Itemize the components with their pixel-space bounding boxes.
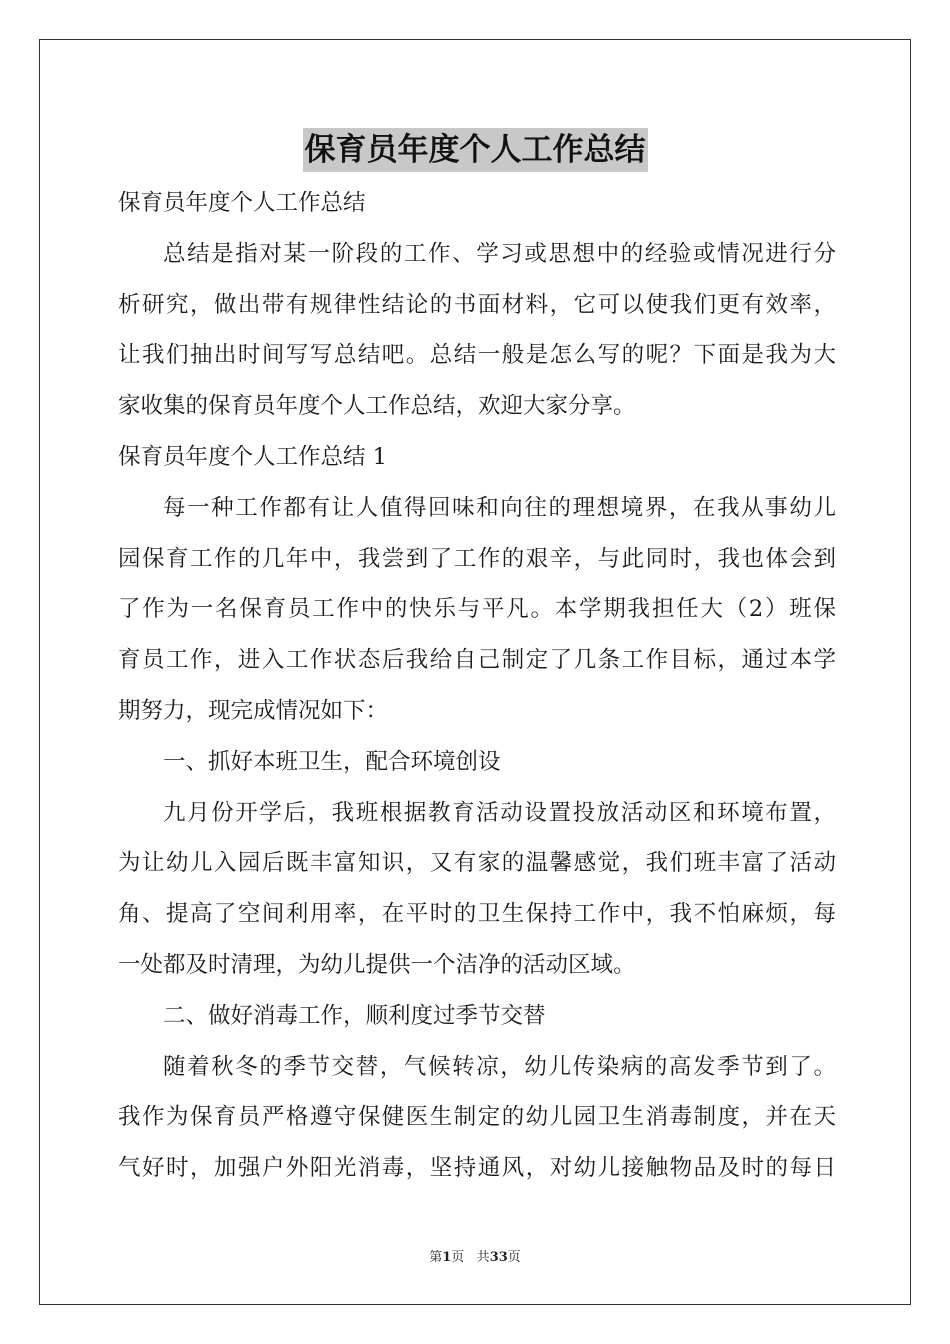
page-footer	[0, 1246, 950, 1265]
text-line: 每一种工作都有让人值得回味和向往的理想境界，在我从事幼儿	[163, 494, 836, 521]
footer-total-pages: 33	[489, 1250, 508, 1265]
text-line: 总结是指对某一阶段的工作、学习或思想中的经验或情况进行分	[163, 240, 836, 267]
document-title: 保育员年度个人工作总结	[303, 128, 648, 172]
text-line: 我作为保育员严格遵守保健医生制定的幼儿园卫生消毒制度，并在天	[118, 1104, 836, 1131]
text-line: 期努力，现完成情况如下：	[118, 697, 389, 724]
text-line: 了作为一名保育员工作中的快乐与平凡。本学期我担任大（2）班保	[118, 596, 836, 623]
text-line: 九月份开学后，我班根据教育活动设置投放活动区和环境布置，	[163, 799, 836, 826]
footer-total-suffix: 页	[507, 1250, 521, 1265]
text-line: 一、抓好本班卫生，配合环境创设	[163, 748, 501, 775]
text-line: 为让幼儿入园后既丰富知识，又有家的温馨感觉，我们班丰富了活动	[118, 850, 836, 877]
text-line: 园保育工作的几年中，我尝到了工作的艰辛，与此同时，我也体会到	[118, 545, 836, 572]
text-line: 保育员年度个人工作总结	[118, 190, 366, 216]
document-body	[118, 178, 836, 1194]
text-line: 随着秋冬的季节交替，气候转凉，幼儿传染病的高发季节到了。	[163, 1053, 836, 1080]
text-line: 让我们抽出时间写写总结吧。总结一般是怎么写的呢？下面是我为大	[118, 342, 836, 369]
footer-page-suffix: 页	[451, 1250, 465, 1265]
text-line: 二、做好消毒工作，顺利度过季节交替	[163, 1002, 546, 1029]
footer-page-number: 1	[442, 1250, 452, 1265]
footer-page-prefix: 第	[429, 1250, 443, 1265]
text-line: 气好时，加强户外阳光消毒，坚持通风，对幼儿接触物品及时的每日	[118, 1155, 836, 1182]
text-line: 育员工作，进入工作状态后我给自己制定了几条工作目标，通过本学	[118, 647, 836, 674]
text-line: 一处都及时清理，为幼儿提供一个洁净的活动区域。	[118, 951, 636, 978]
text-line: 保育员年度个人工作总结 1	[118, 443, 387, 470]
text-line: 角、提高了空间利用率，在平时的卫生保持工作中，我不怕麻烦，每	[118, 901, 836, 928]
footer-total-prefix: 共	[476, 1250, 490, 1265]
text-line: 家收集的保育员年度个人工作总结，欢迎大家分享。	[118, 393, 636, 420]
text-line: 析研究，做出带有规律性结论的书面材料，它可以使我们更有效率，	[118, 291, 836, 318]
document-title-container	[0, 128, 950, 177]
